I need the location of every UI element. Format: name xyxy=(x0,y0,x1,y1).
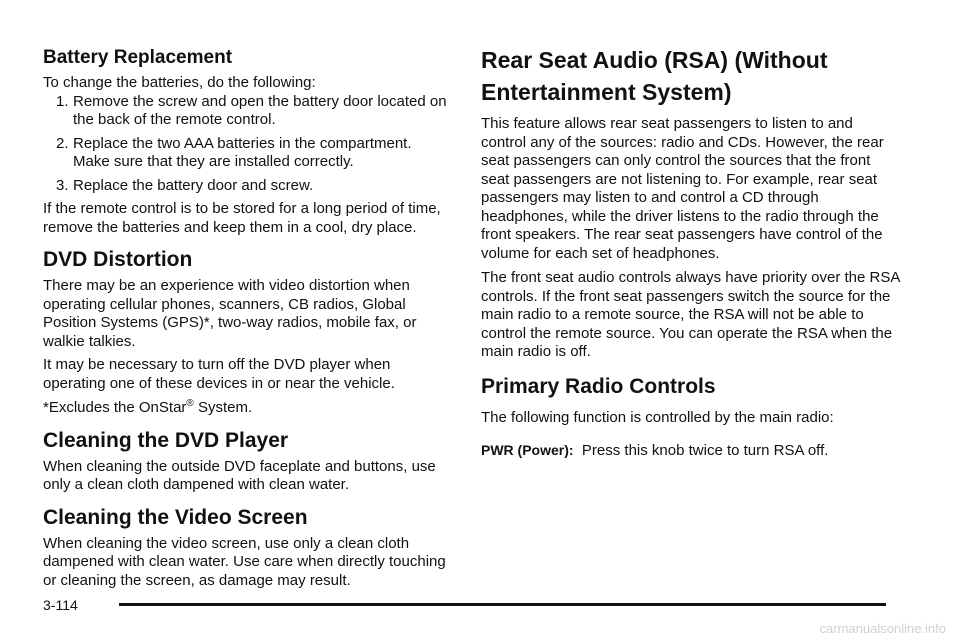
battery-step: 2. Replace the two AAA batteries in the compartment. Make sure that they are installed correctly. xyxy=(56,134,412,170)
cleaning-screen-paragraph: When cleaning the video screen, use only a clean cloth dampened with clean water. Use care when directly touching or cleaning the screen, as damage may result. xyxy=(43,534,446,589)
registered-mark: ® xyxy=(186,398,194,409)
footer-rule xyxy=(119,603,886,606)
battery-steps-list xyxy=(43,93,451,196)
battery-replacement-heading: Battery Replacement xyxy=(43,47,233,68)
battery-step: 1. Remove the screw and open the battery door located on the back of the remote control. xyxy=(56,92,447,128)
dvd-distortion-paragraph-2: It may be necessary to turn off the DVD player when operating one of these devices in or near the vehicle. xyxy=(43,356,395,392)
rsa-paragraph-2: The front seat audio controls always have priority over the RSA controls. If the front seat passengers switch the source for the main radio to a remote source, the RSA will not be able to control the remote source. You can operate the RSA when the main radio is off. xyxy=(481,269,900,360)
battery-intro: To change the batteries, do the following: xyxy=(43,74,316,91)
pwr-definition xyxy=(481,441,901,461)
rsa-paragraph-1: This feature allows rear seat passengers to listen to and control any of the sources: radio and CDs. However, the rear seat passengers can only control the sources that the front seat passengers are not listening to. For example, rear seat passengers may listen to and control a CD through headphones, while the driver listens to the radio through the front speakers. The rear seat passengers have control of the volume for each set of headphones. xyxy=(481,115,884,262)
right-column xyxy=(481,0,901,461)
battery-step: 3. Replace the battery door and screw. xyxy=(56,176,314,194)
watermark: carmanualsonline.info xyxy=(819,621,946,636)
cleaning-dvd-paragraph: When cleaning the outside DVD faceplate and buttons, use only a clean cloth dampened with clean water. xyxy=(43,457,436,493)
onstar-footnote: *Excludes the OnStar® System. xyxy=(43,398,253,416)
primary-radio-controls-heading: Primary Radio Controls xyxy=(481,374,716,398)
rsa-heading: Rear Seat Audio (RSA) (Without Entertainment System) xyxy=(481,47,828,105)
dvd-distortion-heading: DVD Distortion xyxy=(43,248,193,271)
primary-controls-intro: The following function is controlled by the main radio: xyxy=(481,408,834,426)
left-column xyxy=(43,0,451,590)
pwr-term: PWR (Power): xyxy=(481,442,574,458)
page-number: 3-114 xyxy=(43,597,78,613)
pwr-description: Press this knob twice to turn RSA off. xyxy=(581,442,829,459)
battery-storage-note: If the remote control is to be stored for a long period of time, remove the batteries and keep them in a cool, dry place. xyxy=(43,200,441,236)
cleaning-dvd-heading: Cleaning the DVD Player xyxy=(43,428,289,452)
dvd-distortion-paragraph-1: There may be an experience with video distortion when operating cellular phones, scanners, CB radios, Global Position Systems (GPS)*, two-way radios, mobile fax, or walkie talkies. xyxy=(43,277,417,350)
cleaning-screen-heading: Cleaning the Video Screen xyxy=(43,505,308,529)
